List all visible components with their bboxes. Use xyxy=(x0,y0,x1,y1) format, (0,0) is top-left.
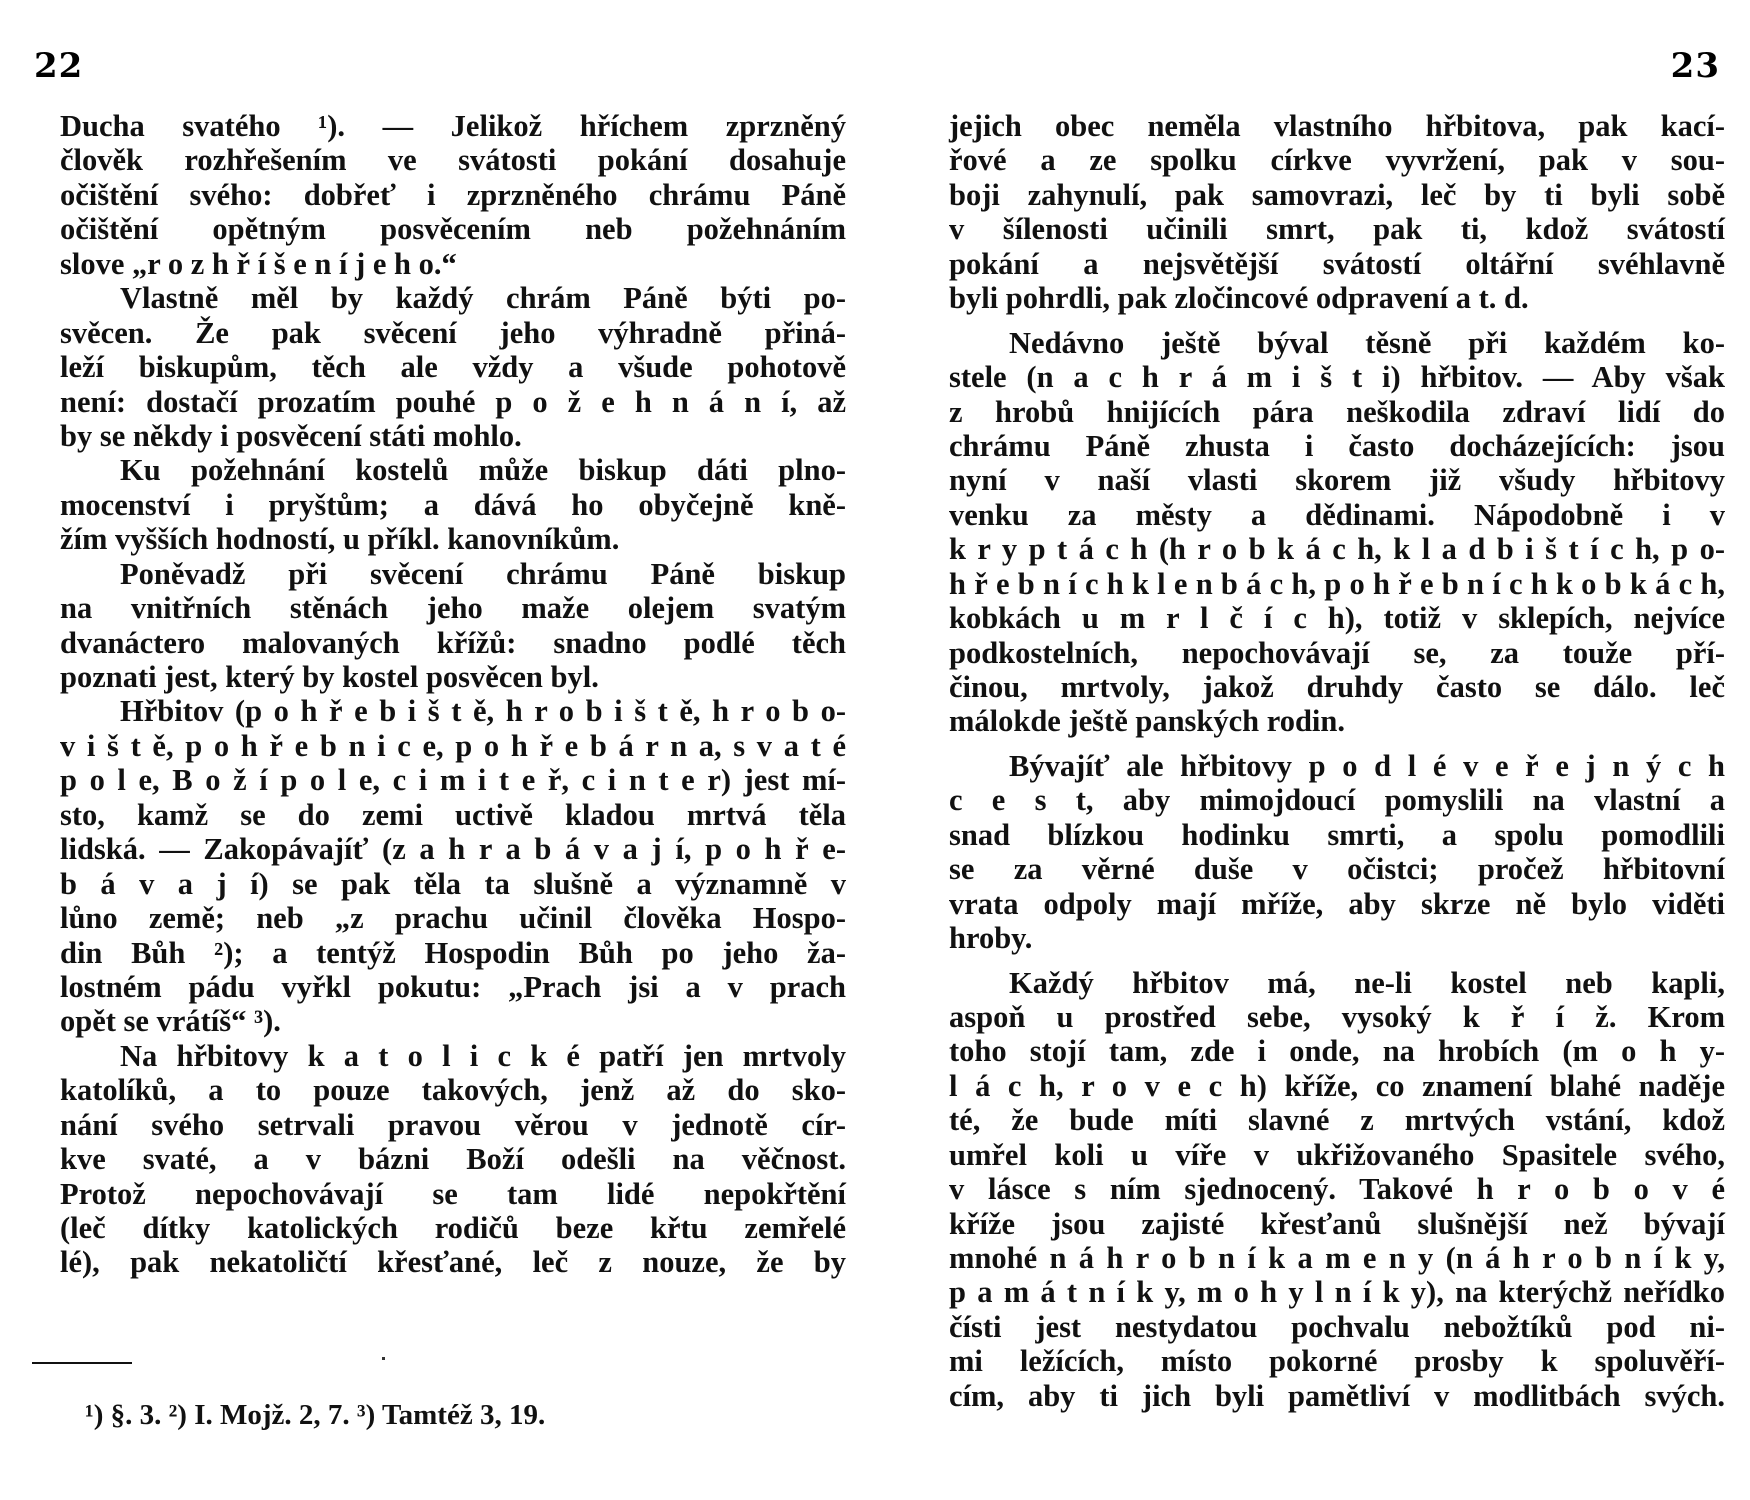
text-line: mocenství i pryštům; a dává ho obyčejně kně- xyxy=(60,487,846,522)
text-line: čísti jest nestydatou pochvalu nebožtíků pod ni- xyxy=(949,1309,1725,1344)
text-line: té, že bude míti slavné z mrtvých vstání, kdož xyxy=(949,1103,1725,1138)
text-line: řové a ze spolku církve vyvržení, pak v sou- xyxy=(949,143,1725,178)
text-line: stele (n a c h r á m i š t i) hřbitov. — Aby však xyxy=(949,360,1725,395)
text-line: h ř e b n í c h k l e n b á c h, p o h ř e b n í c h k o b k á c h, xyxy=(949,566,1725,601)
text-line: dvanáctero malovaných křížů: snadno podlé těch xyxy=(60,625,846,660)
text-line: Ku požehnání kostelů může biskup dáti plno- xyxy=(120,453,846,488)
text-line: by se někdy i posvěcení státi mohlo. xyxy=(60,418,522,453)
text-line: není: dostačí prozatím pouhé p o ž e h n á n í, až xyxy=(60,384,846,419)
text-line: v i š t ě, p o h ř e b n i c e, p o h ř e b á r n a, s v a t é xyxy=(60,728,846,763)
text-line: Protož nepochovávají se tam lidé nepokřtění xyxy=(60,1176,846,1211)
text-line: Poněvadž při svěcení chrámu Páně biskup xyxy=(120,556,846,591)
left-page-body xyxy=(60,109,846,1280)
text-line: hroby. xyxy=(949,921,1033,956)
text-line: očištění opětným posvěcením neb požehnáním xyxy=(60,212,846,247)
text-line: jejich obec neměla vlastního hřbitova, pak kací- xyxy=(949,109,1725,143)
text-line: snad blízkou hodinku smrti, a spolu pomodlili xyxy=(949,817,1725,852)
text-line: očištění svého: dobřeť i zprzněného chrámu Páně xyxy=(60,177,846,212)
page-number-left: 22 xyxy=(34,46,84,86)
text-line: Hřbitov (p o h ř e b i š t ě, h r o b i š t ě, h r o b o- xyxy=(120,694,846,729)
text-line: sto, kamž se do zemi uctivě kladou mrtvá těla xyxy=(60,797,846,832)
text-line: din Bůh ²); a tentýž Hospodin Bůh po jeho ža- xyxy=(60,935,846,970)
text-line: lé), pak nekatoličtí křesťané, leč z nouze, že by xyxy=(60,1245,846,1280)
text-line: Na hřbitovy k a t o l i c k é patří jen mrtvoly xyxy=(120,1038,846,1073)
text-line: lostném pádu vyřkl pokutu: „Prach jsi a v prach xyxy=(60,969,846,1004)
text-line: leží biskupům, těch ale vždy a všude pohotově xyxy=(60,350,846,385)
text-line: katolíků, a to pouze takových, jenž až do sko- xyxy=(60,1073,846,1108)
text-line: se za věrné duše v očistci; pročež hřbitovní xyxy=(949,852,1725,887)
right-page-body xyxy=(949,109,1725,1413)
text-line: člověk rozhřešením ve svátosti pokání dosahuje xyxy=(60,143,846,178)
text-line: venku za městy a dědinami. Nápodobně i v xyxy=(949,497,1725,532)
text-line: lidská. — Zakopávajíť (z a h r a b á v a j í, p o h ř e- xyxy=(60,832,846,867)
text-line: na vnitřních stěnách jeho maže olejem svatým xyxy=(60,591,846,626)
text-line: byli pohrdli, pak zločincové odpravení a t. d. xyxy=(949,281,1529,316)
text-line: svěcen. Že pak svěcení jeho výhradně přiná- xyxy=(60,315,846,350)
text-line: b á v a j í) se pak těla ta slušně a významně v xyxy=(60,866,846,901)
text-line: cím, aby ti jich byli pamětliví v modlitbách svých. xyxy=(949,1378,1725,1413)
text-line: opět se vrátíš“ ³). xyxy=(60,1004,281,1039)
paragraph-gap xyxy=(949,316,1725,326)
text-line: p a m á t n í k y, m o h y l n í k y), na kterýchž neřídko xyxy=(949,1275,1725,1310)
text-line: kobkách u m r l č í c h), totiž v sklepích, nejvíce xyxy=(949,601,1725,636)
text-line: kve svaté, a v bázni Boží odešli na věčnost. xyxy=(60,1142,846,1177)
text-line: kříže jsou zajisté křesťanů slušnější než bývají xyxy=(949,1206,1725,1241)
text-line: v lásce s ním sjednocený. Takové h r o b o v é xyxy=(949,1172,1725,1207)
text-line: málokde ještě panských rodin. xyxy=(949,704,1345,739)
text-line: Každý hřbitov má, ne-li kostel neb kapli, xyxy=(1009,965,1725,1000)
text-line: c e s t, aby mimojdoucí pomyslili na vlastní a xyxy=(949,783,1725,818)
text-line: l á c h, r o v e c h) kříže, co znamení blahé naděje xyxy=(949,1068,1725,1103)
text-line: vrata odpoly mají mříže, aby skrze ně bylo viděti xyxy=(949,886,1725,921)
text-line: z hrobů hnijících pára neškodila zdraví lidí do xyxy=(949,394,1725,429)
paragraph-gap xyxy=(949,956,1725,966)
footnotes: ¹) §. 3. ²) I. Mojž. 2, 7. ³) Tamtéž 3, 19. xyxy=(85,1399,546,1431)
paragraph-gap xyxy=(949,739,1725,749)
text-line: poznati jest, který by kostel posvěcen byl. xyxy=(60,660,599,694)
text-line: mi ležících, místo pokorné prosby k spoluvěří- xyxy=(949,1344,1725,1379)
text-line: Bývajíť ale hřbitovy p o d l é v e ř e j n ý c h xyxy=(1009,748,1725,783)
text-line: nání svého setrvali pravou věrou v jednotě cír- xyxy=(60,1107,846,1142)
text-line: boji zahynulí, pak samovrazi, leč by ti byli sobě xyxy=(949,177,1725,212)
text-line: mnohé n á h r o b n í k a m e n y (n á h r o b n í k y, xyxy=(949,1241,1725,1275)
text-line: chrámu Páně zhusta i často docházejících: jsou xyxy=(949,428,1725,463)
text-line: (leč dítky katolických rodičů beze křtu zemřelé xyxy=(60,1211,846,1245)
text-line: umřel koli u víře v ukřižovaného Spasitele svého, xyxy=(949,1137,1725,1172)
text-line: toho stojí tam, zde i onde, na hrobích (m o h y- xyxy=(949,1034,1725,1069)
text-line: v šílenosti učinili smrt, pak ti, kdož svátostí xyxy=(949,212,1725,247)
page-number-right: 23 xyxy=(1670,46,1720,86)
text-line: Nedávno ještě býval těsně při každém ko- xyxy=(1009,325,1725,360)
right-page xyxy=(875,0,1750,1500)
text-line: podkostelních, nepochovávají se, za touže pří- xyxy=(949,635,1725,670)
text-line: lůno země; neb „z prachu učinil člověka Hospo- xyxy=(60,901,846,936)
text-line: p o l e, B o ž í p o l e, c i m i t e ř, c i n t e r) jest mí- xyxy=(60,763,846,798)
text-line: k r y p t á c h (h r o b k á c h, k l a d b i š t í c h, p o- xyxy=(949,532,1725,567)
text-line: Vlastně měl by každý chrám Páně býti po- xyxy=(120,281,846,316)
text-line: slove „r o z h ř í š e n í j e h o.“ xyxy=(60,246,457,281)
text-line: činou, mrtvoly, jakož druhdy často se dálo. leč xyxy=(949,670,1725,704)
text-line: aspoň u prostřed sebe, vysoký k ř í ž. Krom xyxy=(949,999,1725,1034)
text-line: Ducha svatého ¹). — Jelikož hříchem zprzněný xyxy=(60,109,846,143)
footnote-divider xyxy=(32,1362,132,1364)
text-line: pokání a nejsvětější svátostí oltářní svéhlavně xyxy=(949,246,1725,281)
text-line: žím vyšších hodností, u příkl. kanovníkům. xyxy=(60,522,620,557)
text-line: nyní v naší vlasti skorem již všudy hřbitovy xyxy=(949,463,1725,498)
print-speck xyxy=(382,1357,385,1360)
